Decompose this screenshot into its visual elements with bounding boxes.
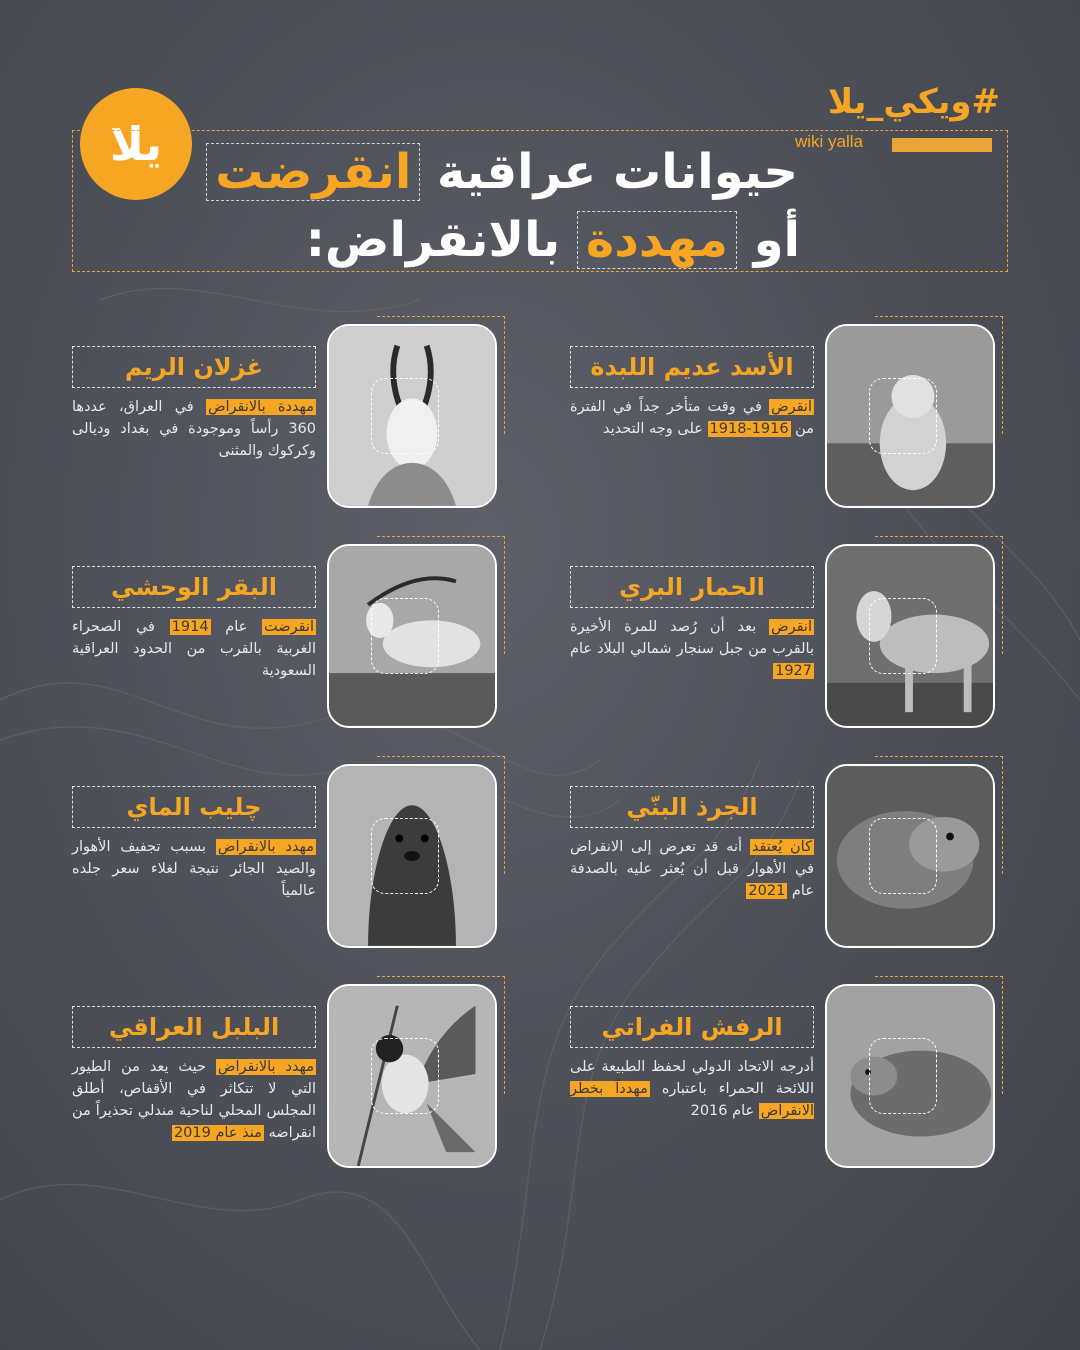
brand-latin-name: wiki yalla (795, 132, 864, 151)
wild-donkey-icon (825, 544, 995, 728)
description-text: في الصحراء الغربية بالقرب من الحدود العراقية السعودية (72, 619, 316, 679)
animal-description (570, 1056, 814, 1122)
focus-frame (869, 818, 937, 894)
animal-description (72, 396, 316, 462)
brand-accent-bar (892, 138, 992, 152)
highlight-date: 1916-1918 (709, 421, 789, 437)
highlight-status: انقرضت (264, 619, 314, 635)
logo-text: يلا (109, 117, 163, 171)
title-text: بالانقراض: (305, 212, 561, 268)
highlight-date: مهدداً بخطر الانقراض (570, 1081, 814, 1119)
animal-description (72, 836, 316, 902)
highlight-status: انقرض (771, 399, 812, 415)
highlight-status: مهدد بالانقراض (217, 1059, 315, 1075)
description-text: بسبب تجفيف الأهوار والصيد الجائر نتيجة لغلاء سعر جلده عالمياً (72, 839, 316, 899)
highlight-date: 1914 (171, 619, 209, 635)
description-text: أنه قد تعرض إلى الانقراض في الأهوار قبل أن يُعثر عليه بالصدفة عام (570, 839, 814, 899)
title-text: أو (753, 212, 800, 268)
focus-frame (371, 818, 439, 894)
card-wild-donkey (570, 536, 1010, 736)
highlight-status: انقرض (771, 619, 812, 635)
description-text: في وقت متأخر جداً في الفترة من (570, 399, 814, 437)
otter-icon (327, 764, 497, 948)
photo-frame (327, 984, 505, 1162)
turtle-icon (825, 984, 995, 1168)
page-title-line-2 (306, 208, 800, 272)
focus-frame (869, 1038, 937, 1114)
animal-name: الحمار البري (570, 566, 814, 608)
card-iraqi-bulbul (72, 976, 512, 1176)
animal-name: غزلان الريم (72, 346, 316, 388)
title-highlight-endangered: مهددة (577, 211, 737, 269)
photo-frame (327, 324, 505, 502)
animal-name: چليب الماي (72, 786, 316, 828)
focus-frame (869, 598, 937, 674)
animal-name: الجرذ البنّي (570, 786, 814, 828)
animal-name: البلبل العراقي (72, 1006, 316, 1048)
lion-icon (825, 324, 995, 508)
highlight-status: مهددة بالانقراض (207, 399, 314, 415)
title-highlight-extinct: انقرضت (206, 143, 420, 201)
animal-name: الرفش الفراتي (570, 1006, 814, 1048)
focus-frame (371, 378, 439, 454)
animal-description (72, 1056, 316, 1144)
highlight-date: 1927 (775, 663, 812, 679)
bulbul-icon (327, 984, 497, 1168)
description-text: في العراق، عددها 360 رأساً وموجودة في بغداد وديالى وكركوك والمثنى (72, 399, 316, 459)
highlight-status: كان يُعتقد (751, 839, 812, 855)
rat-icon (825, 764, 995, 948)
photo-frame (825, 324, 1003, 502)
highlight-date: 2021 (748, 883, 786, 899)
description-text: عام (210, 619, 263, 635)
card-oryx (72, 536, 512, 736)
animal-description (570, 396, 814, 440)
brand-hashtag: #ويكي_يلا (827, 82, 1000, 122)
card-lion (570, 316, 1010, 516)
description-text: عام 2016 (690, 1103, 759, 1119)
animal-description (570, 836, 814, 902)
focus-frame (371, 1038, 439, 1114)
animal-description (570, 616, 814, 682)
photo-frame (327, 544, 505, 722)
description-text: حيث يعد من الطيور التي لا تتكاثر في الأقفاص، أطلق المجلس المحلي لناحية مندلي تحذيراً من انقراضه (72, 1059, 316, 1141)
card-gazelle (72, 316, 512, 516)
page-title-line-1 (206, 140, 798, 204)
animal-name: الأسد عديم اللبدة (570, 346, 814, 388)
gazelle-icon (327, 324, 497, 508)
photo-frame (825, 984, 1003, 1162)
animal-name: البقر الوحشي (72, 566, 316, 608)
highlight-date: منذ عام 2019 (173, 1125, 262, 1141)
photo-frame (825, 764, 1003, 942)
focus-frame (869, 378, 937, 454)
card-otter (72, 756, 512, 956)
description-text: بعد أن رُصد للمرة الأخيرة بالقرب من جبل سنجار شمالي البلاد عام (570, 619, 814, 657)
focus-frame (371, 598, 439, 674)
card-euphrates-turtle (570, 976, 1010, 1176)
photo-frame (327, 764, 505, 942)
title-text: حيوانات عراقية (437, 144, 798, 200)
card-brown-rat (570, 756, 1010, 956)
animal-description (72, 616, 316, 682)
photo-frame (825, 544, 1003, 722)
oryx-icon (327, 544, 497, 728)
description-text: على وجه التحديد (602, 421, 708, 437)
highlight-status: مهدد بالانقراض (217, 839, 315, 855)
description-text: أدرجه الاتحاد الدولي لحفظ الطبيعة على اللائحة الحمراء باعتباره (570, 1059, 814, 1097)
